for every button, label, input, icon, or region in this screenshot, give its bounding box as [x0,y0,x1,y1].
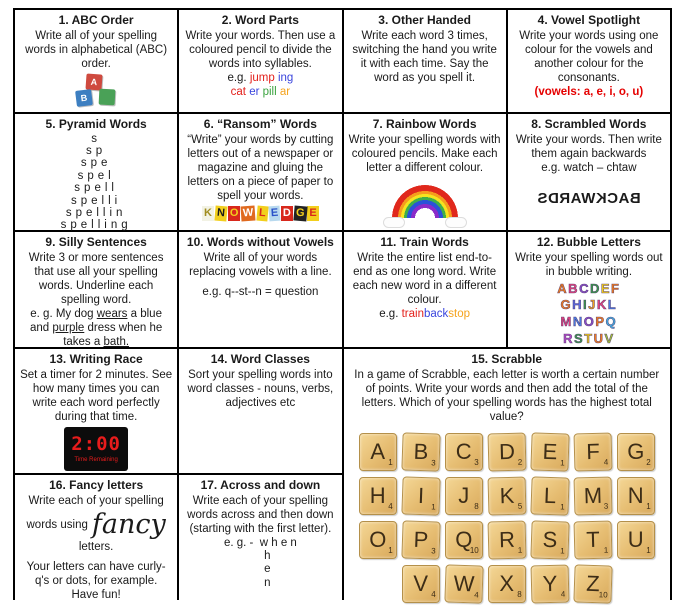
pyramid-line: spelli [71,194,122,207]
tile-letter: N [627,482,644,508]
cell-scrambled-words [508,114,670,230]
cell-other-handed [344,10,506,112]
cell-title: 1. ABC Order [58,13,134,27]
toy-block-icon: B [75,89,93,107]
scrabble-tile [617,433,655,471]
timer-label: Time Remaining [74,456,118,463]
pyramid-lines [20,133,172,232]
tile-value: 3 [430,546,436,556]
cell-body: Write each word 3 times, switching the hand you write it with each time. Say the word as you spell it. [352,29,497,84]
scrabble-tile [617,521,655,559]
tile-letter: X [499,570,515,596]
tile-letter: A [370,438,386,464]
scrabble-tile [487,432,526,471]
cell-title: 13. Writing Race [49,352,143,366]
scrabble-tile [488,565,526,603]
bubble-letter: U [593,330,605,346]
example-sentence [20,307,172,349]
scrabble-tile-row [354,565,661,603]
bubble-letter: J [588,297,597,313]
tile-letter: O [369,526,387,552]
cell-body: Write your words. Then write them again backwards [515,133,662,160]
tile-value: 10 [598,590,608,600]
cloud-icon [383,217,405,228]
bubble-letter: C [579,280,590,296]
cell-silly-sentences [15,232,177,347]
tile-value: 4 [473,590,479,600]
cell-body: “Write” your words by cutting letters out of a newspaper or magazine and gluing the letters on a piece of paper to spell your words. [187,133,334,202]
bubble-letter: V [604,330,615,346]
tile-letter: K [499,482,515,508]
scrabble-tile [359,433,397,471]
ransom-letter: K [203,206,212,219]
rainbow-arc [392,185,458,218]
activities-grid [13,8,672,600]
cell-title: 11. Train Words [380,235,469,249]
tile-value: 8 [517,589,522,599]
tile-value: 4 [431,589,436,599]
rainbow-icon [382,185,468,225]
tile-value: 5 [517,501,523,511]
cell-title: 15. Scrabble [471,352,543,366]
scrabble-tile [530,564,569,603]
ransom-letter: D [282,206,291,219]
tile-letter: D [498,438,515,464]
example-word: jump [249,71,278,84]
scrabble-tile [530,432,569,471]
cell-body: Write 3 or more sentences that use all your spelling words. Underline each spelling word. [28,251,164,306]
fancy-word: fancy [91,508,166,540]
timer-display: 2:00 [71,432,121,455]
bubble-letter: P [595,313,606,329]
cell-vowel-spotlight [508,10,670,112]
bubble-row [513,282,665,296]
example-line: e.g. q--st--n = question [202,285,319,298]
tile-letter: E [541,438,558,464]
bubble-letter: B [568,280,580,296]
scrabble-tile-row [354,477,661,515]
scrabble-tile [487,520,526,559]
tile-value: 4 [388,501,393,511]
pyramid-line: spellin [65,207,127,220]
cell-title: 5. Pyramid Words [45,117,147,131]
tile-value: 1 [388,457,393,467]
down-letters [184,550,336,591]
sentence-segment: bath. [103,335,130,348]
cell-words-without-vowels [179,232,341,347]
cell-body: Write each of your spelling words across and then down (starting with the first letter). [187,494,334,535]
cell-title: 6. “Ransom” Words [203,117,317,131]
example-word: ing [277,71,294,84]
pyramid-line: spelling [60,219,132,232]
cell-body: Write all of your words replacing vowels with a line. [189,251,332,278]
cell-rainbow-words [344,114,506,230]
tile-letter: I [417,482,425,508]
cell-title: 12. Bubble Letters [536,235,641,249]
example-word: er [249,85,263,98]
cell-abc-order [15,10,177,112]
cell-body: Write your spelling words with coloured pencils. Make each letter a different colour. [348,133,501,174]
pyramid-line: s [91,132,101,145]
toy-block-icon: A [86,73,103,90]
example-word: e.g. [227,71,250,84]
bubble-letter: K [596,297,608,313]
backwards-text: BACKWARDS [537,189,641,207]
tile-letter: S [541,526,558,552]
example-line [349,307,501,321]
scrabble-tile [401,432,440,471]
cell-title: 16. Fancy letters [49,478,144,492]
scrabble-tile [401,520,440,559]
scrabble-tile [445,433,483,471]
example-word: cat [230,85,250,98]
tile-letter: T [585,526,600,552]
bubble-row [513,315,665,329]
bubble-letter: E [600,280,612,296]
pyramid-line: sp [86,145,107,158]
down-letter: n [264,577,271,590]
tile-value: 2 [517,457,523,467]
tile-letter: B [412,438,429,464]
pyramid-line: spel [77,169,115,182]
cell-body: In a game of Scrabble, each letter is worth a certain number of points. Write your words and then add the total of the letters. Which of your spelling words has the highest total value? [354,368,660,423]
cell-body-line2: letters. [78,540,114,553]
cell-body: Write your words using one colour for the vowels and another colour for the consonants. [519,29,659,84]
bubble-letter: T [584,330,594,346]
scrabble-tile [573,564,612,603]
tile-value: 1 [559,458,565,468]
tile-value: 2 [646,457,651,467]
cell-body: Write your spelling words out in bubble writing. [515,251,663,278]
scrabble-tile [617,477,655,515]
pyramid-line: spe [80,157,112,170]
tile-value: 1 [430,502,436,512]
fancy-prefix: words using [26,518,88,531]
tile-letter: C [455,438,472,464]
tile-letter: L [543,482,557,508]
cloud-icon [445,217,467,228]
bubble-row [513,332,665,346]
cell-ransom-words [179,114,341,230]
tile-letter: V [413,570,429,596]
scrabble-tile [445,477,483,515]
scrabble-tile [444,564,483,603]
bubble-letter: O [583,313,596,329]
ransom-letter: L [256,205,268,221]
bubble-letter: R [563,330,574,346]
cell-body-line3: Your letters can have curly-q's or dots, for example. [26,560,166,587]
cell-fancy-letters [15,475,177,604]
scrabble-tile [573,432,612,471]
scrabble-tile [487,476,526,515]
down-letter: e [264,563,271,576]
bubble-letter: H [572,297,584,313]
cell-bubble-letters [508,232,670,347]
bubble-letter: A [557,280,569,296]
tile-value: 10 [469,545,479,555]
bubble-letter: F [611,280,621,296]
ransom-letter: E [309,206,317,219]
cell-title: 3. Other Handed [378,13,471,27]
cell-word-parts [179,10,341,112]
tile-value: 1 [646,501,651,511]
scrabble-tile [530,520,569,559]
ransom-letter: E [268,205,280,221]
toy-block-icon [99,88,116,105]
tile-letter: H [369,482,386,508]
scrabble-tile [573,520,612,559]
cell-body-line4: Have fun! [71,588,121,601]
cell-title: 17. Across and down [200,478,321,492]
scrabble-tile-row [354,521,661,559]
cell-title: 8. Scrambled Words [531,117,647,131]
tile-letter: Q [455,526,473,552]
cell-title: 7. Rainbow Words [372,117,477,131]
tile-letter: R [498,526,515,552]
tile-value: 3 [474,457,479,467]
spelling-activities-sheet [13,8,672,600]
sentence-segment: e. g. My dog [30,307,97,320]
tile-value: 4 [603,457,609,467]
scrabble-tile [445,521,483,559]
cell-scrabble [344,349,671,604]
ransom-letter: W [241,205,256,221]
sentence-segment: purple [52,321,85,334]
tile-value: 1 [517,545,523,555]
bubble-letter: L [607,297,618,313]
bubble-letter: G [560,297,573,313]
bubble-letter: Q [605,313,618,329]
example-word: e.g. [379,307,402,320]
ransom-letter: O [229,206,239,219]
pyramid-line: spell [74,182,118,195]
tile-letter: U [627,526,644,552]
tile-value: 3 [603,501,609,511]
tile-letter: W [452,570,475,597]
cell-body: Write all of your spelling words in alphabetical (ABC) order. [25,29,168,70]
bubble-letter: N [572,313,584,329]
bubble-letter: D [589,280,601,296]
scrabble-tile [359,477,397,515]
tile-letter: Z [585,570,600,596]
abc-blocks-icon [73,74,119,109]
bubble-letter: M [560,313,573,329]
example-across: e. g. - w h e n [223,536,297,549]
cell-pyramid-words [15,114,177,230]
cell-body-line1: Write each of your spelling [28,494,164,507]
scrabble-tiles [354,433,661,603]
example-line: e.g. watch – chtaw [541,161,637,174]
cell-title: 14. Word Classes [210,352,310,366]
bubble-row [513,298,665,312]
tile-letter: Y [542,570,558,596]
cell-body: Write the entire list end-to-end as one long word. Write each new word in a different colour. [352,251,497,306]
cell-body: Set a timer for 2 minutes. See how many times you can write each word perfectly during that time. [20,368,173,423]
example-word: stop [448,307,471,320]
scrabble-tile [530,476,569,515]
example-word: train [401,307,424,320]
cell-title: 10. Words without Vowels [186,235,334,249]
tile-value: 1 [559,546,565,556]
fancy-example [20,510,172,540]
tile-value: 8 [474,501,479,511]
bubble-letter: I [583,297,589,313]
example-line [184,71,336,85]
cell-train-words [344,232,506,347]
sentence-segment: a blue and [29,307,162,334]
tile-value: 1 [646,545,651,555]
example-word: back [423,307,449,320]
sentence-segment: dress when he takes a [63,321,163,348]
scrabble-tile [359,521,397,559]
bubble-letter: S [573,330,585,346]
cell-title: 4. Vowel Spotlight [537,13,641,27]
timer-icon [64,427,128,471]
sentence-segment: wears [96,307,128,320]
tile-value: 4 [560,589,566,599]
vowels-note: (vowels: a, e, i, o, u) [534,85,644,98]
cell-body: Write your words. Then use a coloured pencil to divide the words into syllables. [185,29,336,70]
scrabble-tile [573,476,612,515]
tile-value: 1 [603,545,609,555]
cell-across-and-down [179,475,341,604]
cell-writing-race [15,349,177,473]
tile-value: 1 [388,545,393,555]
cell-body: Sort your spelling words into word classes - nouns, verbs, adjectives etc [187,368,334,409]
down-letter: h [264,549,271,562]
cell-title: 9. Silly Sentences [45,235,147,249]
cell-word-classes [179,349,341,473]
tile-letter: F [585,438,600,464]
example-line [184,85,336,99]
example-word: ar [279,85,291,98]
ransom-letter: G [293,205,307,221]
tile-value: 3 [430,458,436,468]
tile-letter: M [583,482,603,508]
scrabble-tile [402,565,440,603]
ransom-note-icon [184,206,336,221]
scrabble-tile-row [354,433,661,471]
ransom-letter: N [214,205,227,221]
scrabble-tile [401,476,440,515]
tile-letter: P [412,526,429,552]
example-word: pill [262,85,280,98]
tile-letter: J [458,482,470,508]
tile-letter: G [627,438,645,464]
tile-value: 1 [559,502,565,512]
cell-title: 2. Word Parts [221,13,299,27]
